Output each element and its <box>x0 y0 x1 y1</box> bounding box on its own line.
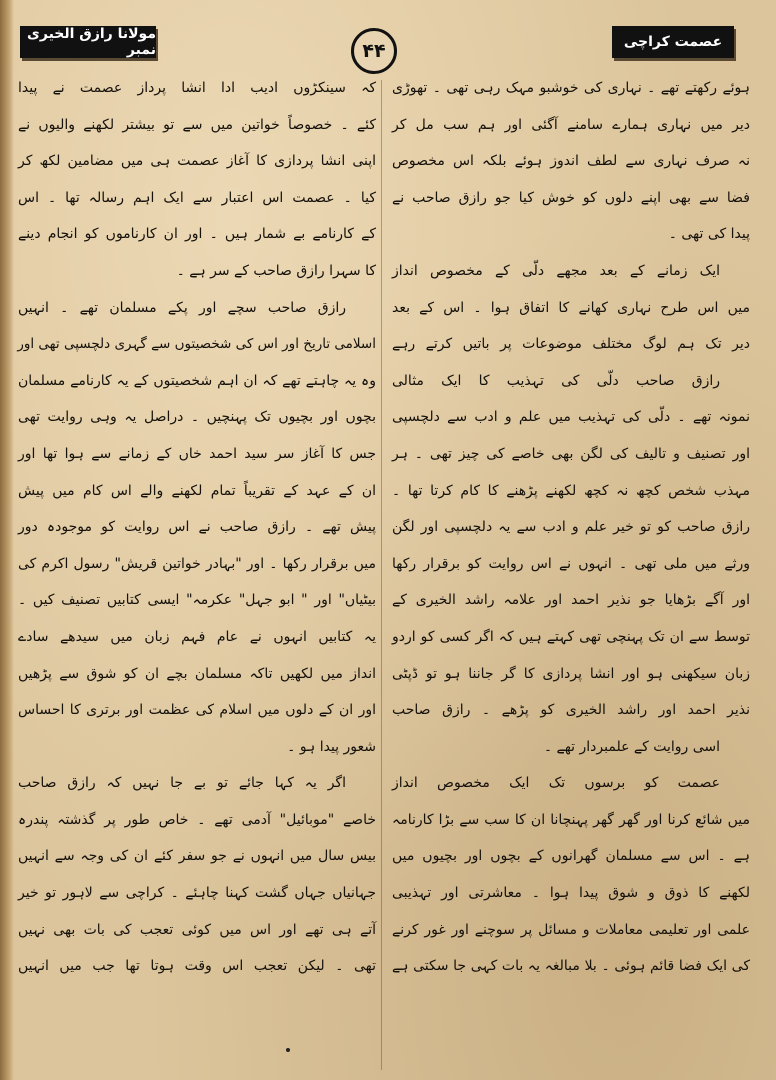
text-line: جس کا آغاز سر سید احمد خاں کے زمانے سے ہوا تھا اور <box>18 445 376 462</box>
text-line: کا سہرا رازق صاحب کے سر ہے ۔ <box>176 262 376 279</box>
text-line: دیر میں نہاری ہمارے سامنے آگئی اور ہم سب مل کر <box>392 116 750 133</box>
paragraph-start-line: ایک زمانے کے بعد مجھے دلّی کے مخصوص انداز <box>392 262 720 279</box>
text-line: اپنی انشا پردازی کا آغاز عصمت ہی میں مضامین لکھ کر <box>18 153 376 170</box>
left-text-column <box>18 70 376 985</box>
paragraph-start-line: عصمت کو برسوں تک ایک مخصوص انداز <box>392 775 720 792</box>
text-line: کئے ۔ خصوصاً خواتین میں سے تو بیشتر لکھنے والیوں نے <box>18 116 376 133</box>
right-text-column <box>392 70 750 985</box>
paragraph-start-line: رازق صاحب سچے اور پکے مسلمان تھے ۔ انہیں <box>18 299 346 316</box>
text-line: کیا ۔ عصمت اس اعتبار سے ایک اہم رسالہ تھا ۔ اس <box>18 189 376 206</box>
column-divider <box>381 80 382 1070</box>
paragraph-start-line: رازق صاحب دلّی کی تہذیب کا ایک مثالی <box>392 372 720 389</box>
paragraph-start-line: اگر یہ کہا جائے تو بے جا نہیں کہ رازق صاحب <box>18 775 346 792</box>
text-line: ہے ۔ اس سے مسلمان گھرانوں کے بچوں اور بچیوں میں <box>392 848 750 865</box>
text-line: ان کے عہد کے تقریباً تمام لکھنے والے اس کام میں پیش <box>18 482 376 499</box>
text-line: کی ایک فضا قائم ہوئی ۔ بلا مبالغہ یہ بات کہی جا سکتی ہے <box>392 958 750 975</box>
text-line: میں برقرار رکھا ۔ اور "بہادر خواتین قریش" رسول اکرم کی <box>18 555 376 572</box>
text-line: اور آگے بڑھایا جو نذیر احمد اور علامہ راشد الخیری کے <box>392 592 750 609</box>
page-number: ۴۴ <box>351 28 397 74</box>
text-line: دیر تک ہم لوگ مختلف موضوعات پر باتیں کرتے رہے <box>392 336 750 353</box>
text-line: کے کارنامے بے شمار ہیں ۔ اور ان کارناموں کو انجام دینے <box>18 226 376 243</box>
text-line: ورثے میں ملی تھی ۔ انہوں نے اس روایت کو برقرار رکھا <box>392 555 750 572</box>
text-line: اسلامی تاریخ اور اس کی شخصیتوں سے گہری دلچسپی تھی اور <box>17 336 376 353</box>
text-line: علمی اور تعلیمی معاملات و مسائل پر سوچنے اور غور کرنے <box>392 921 750 938</box>
text-line: بیس سال میں انہوں نے جو سفر کئے ان کی وجہ سے انہیں <box>18 848 376 865</box>
text-line: بچوں اور بچیوں تک پہنچیں ۔ دراصل یہ وہی روایت تھی <box>18 409 376 426</box>
text-line: کہ سینکڑوں ادیب ادا انشا پرداز عصمت نے پیدا <box>18 80 376 96</box>
text-line: اور ان کے دلوں میں اسلام کی عظمت اور برتری کا احساس <box>18 702 376 719</box>
text-line: میں شائع کرنا اور گھر گھر پہنچانا ان کا سب سے بڑا کارنامہ <box>392 811 750 828</box>
text-line: نذیر احمد اور راشد الخیری کو پڑھے ۔ رازق صاحب <box>392 702 750 719</box>
issue-title-banner: مولانا رازق الخیری نمبر <box>20 26 156 58</box>
text-line: جہانیاں جہاں گشت کہنا چاہئے ۔ کراچی سے لاہور تو خیر <box>18 885 376 902</box>
text-line: لکھنے کا ذوق و شوق پیدا ہوا ۔ معاشرتی اور تہذیبی <box>392 885 750 902</box>
text-line: میں اس طرح نہاری کھانے کا اتفاق ہوا ۔ اس کے بعد <box>392 299 750 316</box>
text-line: پیش تھے ۔ رازق صاحب نے اس روایت کو موجودہ دور <box>18 519 376 536</box>
page-binding-edge <box>0 0 14 1080</box>
text-line: نمونہ تھے ۔ دلّی کی تہذیب میں علم و ادب سے دلچسپی <box>392 409 750 426</box>
text-line: رازق صاحب کو تو خیر علم و ادب سے یہ دلچسپی اور لگن <box>392 519 750 536</box>
magazine-name-banner: عصمت کراچی <box>612 26 734 58</box>
text-line: بیٹیاں" اور " ابو جہل" عکرمہ" ایسی کتابیں تصنیف کیں ۔ <box>18 592 376 609</box>
text-line: اور تصنیف و تالیف کی لگن بھی خاصے کی چیز تھی ۔ ہر <box>392 445 750 462</box>
text-line: فضا سے بھی اپنے دلوں کو خوش کیا جو رازق صاحب نے <box>392 189 750 206</box>
text-line: شعور پیدا ہو ۔ <box>287 738 376 755</box>
text-line: ہوئے رکھتے تھے ۔ نہاری کی خوشبو مہک رہی تھی ۔ تھوڑی <box>392 80 750 96</box>
text-line: آتے ہی تھے اور اس میں کوئی تعجب کی بات بھی نہیں <box>18 921 376 938</box>
text-line: نہ صرف نہاری سے لطف اندوز ہوئے بلکہ اس مخصوص <box>392 153 750 170</box>
text-line: خاصے "موبائیل" آدمی تھے ۔ خاص طور پر گذشتہ پندرہ <box>18 811 376 828</box>
text-line: انداز میں لکھیں تاکہ مسلمان بچے ان کو شوق سے پڑھیں <box>18 665 376 682</box>
text-line: اسی روایت کے علمبردار تھے ۔ <box>543 738 720 755</box>
text-line: وہ یہ چاہتے تھے کہ ان اہم شخصیتوں کے یہ کارنامے مسلمان <box>18 372 376 389</box>
page-speck <box>286 1048 290 1052</box>
text-line: پیدا کی تھی ۔ <box>668 226 750 243</box>
text-line: مہذب شخص کچھ نہ کچھ لکھنے پڑھنے کا کام کرتا تھا ۔ <box>392 482 750 499</box>
text-line: توسط سے ان تک پہنچی تھی کہتے ہیں کہ اگر کسی کو اردو <box>392 628 750 645</box>
text-line: تھی ۔ لیکن تعجب اس وقت ہوتا تھا جب میں انہیں <box>18 958 376 975</box>
text-line: زبان سیکھنی ہو اور انشا پردازی کا گر جاننا ہو تو ڈپٹی <box>392 665 750 682</box>
text-line: یہ کتابیں انہوں نے عام فہم زبان میں سیدھے سادے <box>18 628 376 645</box>
